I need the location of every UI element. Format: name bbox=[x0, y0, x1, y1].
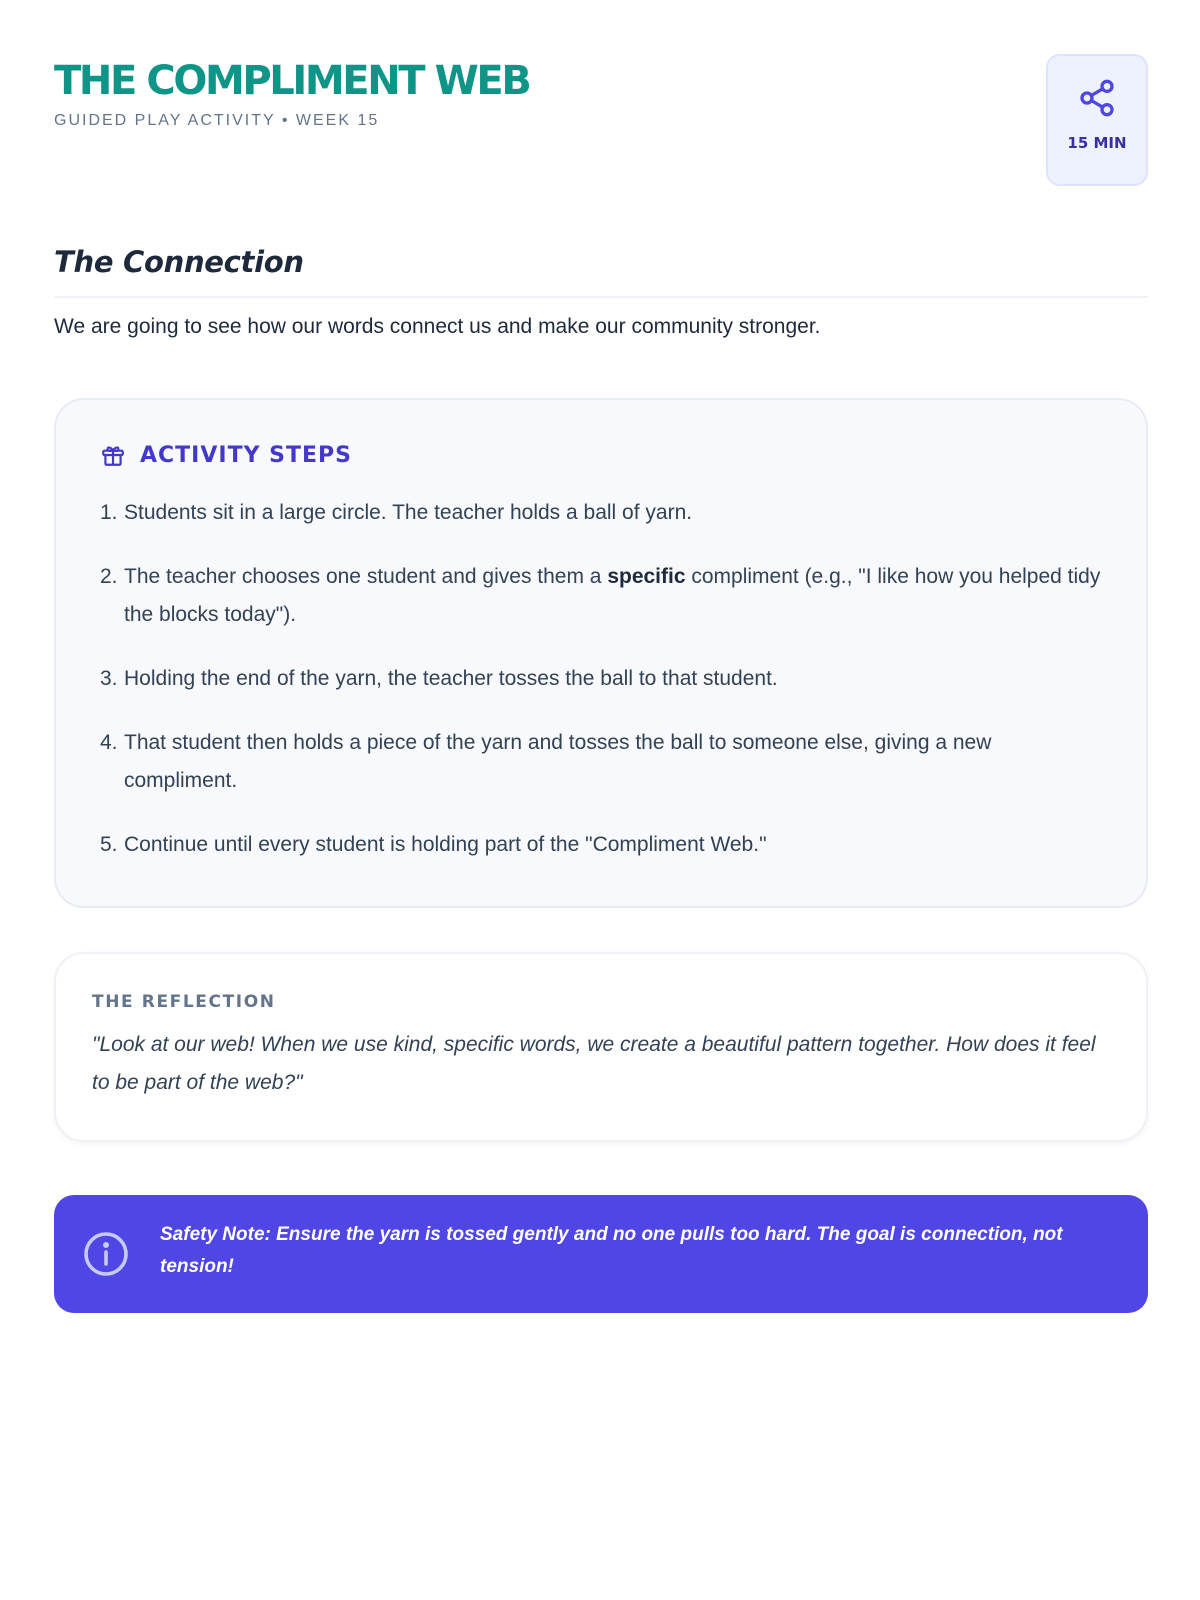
list-item bbox=[100, 724, 1110, 800]
page-subtitle: GUIDED PLAY ACTIVITY • WEEK 15 bbox=[54, 112, 380, 129]
step-emphasis: specific bbox=[607, 565, 686, 588]
step-number: 2. bbox=[100, 565, 118, 588]
list-item bbox=[100, 826, 1110, 864]
page-header bbox=[54, 58, 1148, 190]
duration-badge bbox=[1046, 54, 1148, 186]
list-item bbox=[100, 494, 1110, 532]
info-icon bbox=[82, 1230, 130, 1278]
step-number: 1. bbox=[100, 501, 118, 524]
step-number: 4. bbox=[100, 731, 118, 754]
reflection-heading: THE REFLECTION bbox=[92, 992, 276, 1012]
page-title: THE COMPLIMENT WEB bbox=[54, 58, 530, 104]
connection-heading: The Connection bbox=[54, 245, 304, 279]
activity-steps-heading: ACTIVITY STEPS bbox=[140, 442, 353, 468]
step-text: Holding the end of the yarn, the teacher tosses the ball to that student. bbox=[124, 667, 778, 690]
step-text: Continue until every student is holding part of the "Compliment Web." bbox=[124, 833, 767, 856]
connection-text: We are going to see how our words connect us and make our community stronger. bbox=[54, 315, 821, 338]
step-text-start: The teacher chooses one student and gives them a bbox=[124, 565, 608, 588]
gift-icon bbox=[100, 442, 126, 468]
step-number: 3. bbox=[100, 667, 118, 690]
section-divider bbox=[54, 296, 1148, 298]
step-text bbox=[124, 558, 1110, 634]
reflection-card bbox=[54, 952, 1148, 1142]
step-text: That student then holds a piece of the yarn and tosses the ball to someone else, giving a new compliment. bbox=[124, 731, 992, 792]
share-nodes-icon bbox=[1077, 78, 1117, 118]
activity-steps-card bbox=[54, 398, 1148, 908]
reflection-text: "Look at our web! When we use kind, specific words, we create a beautiful pattern together. How does it feel to be part of the web?" bbox=[92, 1033, 1096, 1094]
activity-steps-list bbox=[100, 494, 1110, 890]
safety-note-banner bbox=[54, 1195, 1148, 1313]
step-text-end: compliment (e.g., "I like how you helped tidy the blocks today"). bbox=[124, 565, 1101, 626]
step-number: 5. bbox=[100, 833, 118, 856]
safety-note-text: Safety Note: Ensure the yarn is tossed gently and no one pulls too hard. The goal is connection, not tension! bbox=[160, 1224, 1063, 1277]
duration-label: 15 MIN bbox=[1067, 134, 1127, 152]
step-text: Students sit in a large circle. The teacher holds a ball of yarn. bbox=[124, 501, 693, 524]
activity-steps-header bbox=[100, 442, 352, 468]
list-item bbox=[100, 660, 1110, 698]
list-item bbox=[100, 558, 1110, 634]
